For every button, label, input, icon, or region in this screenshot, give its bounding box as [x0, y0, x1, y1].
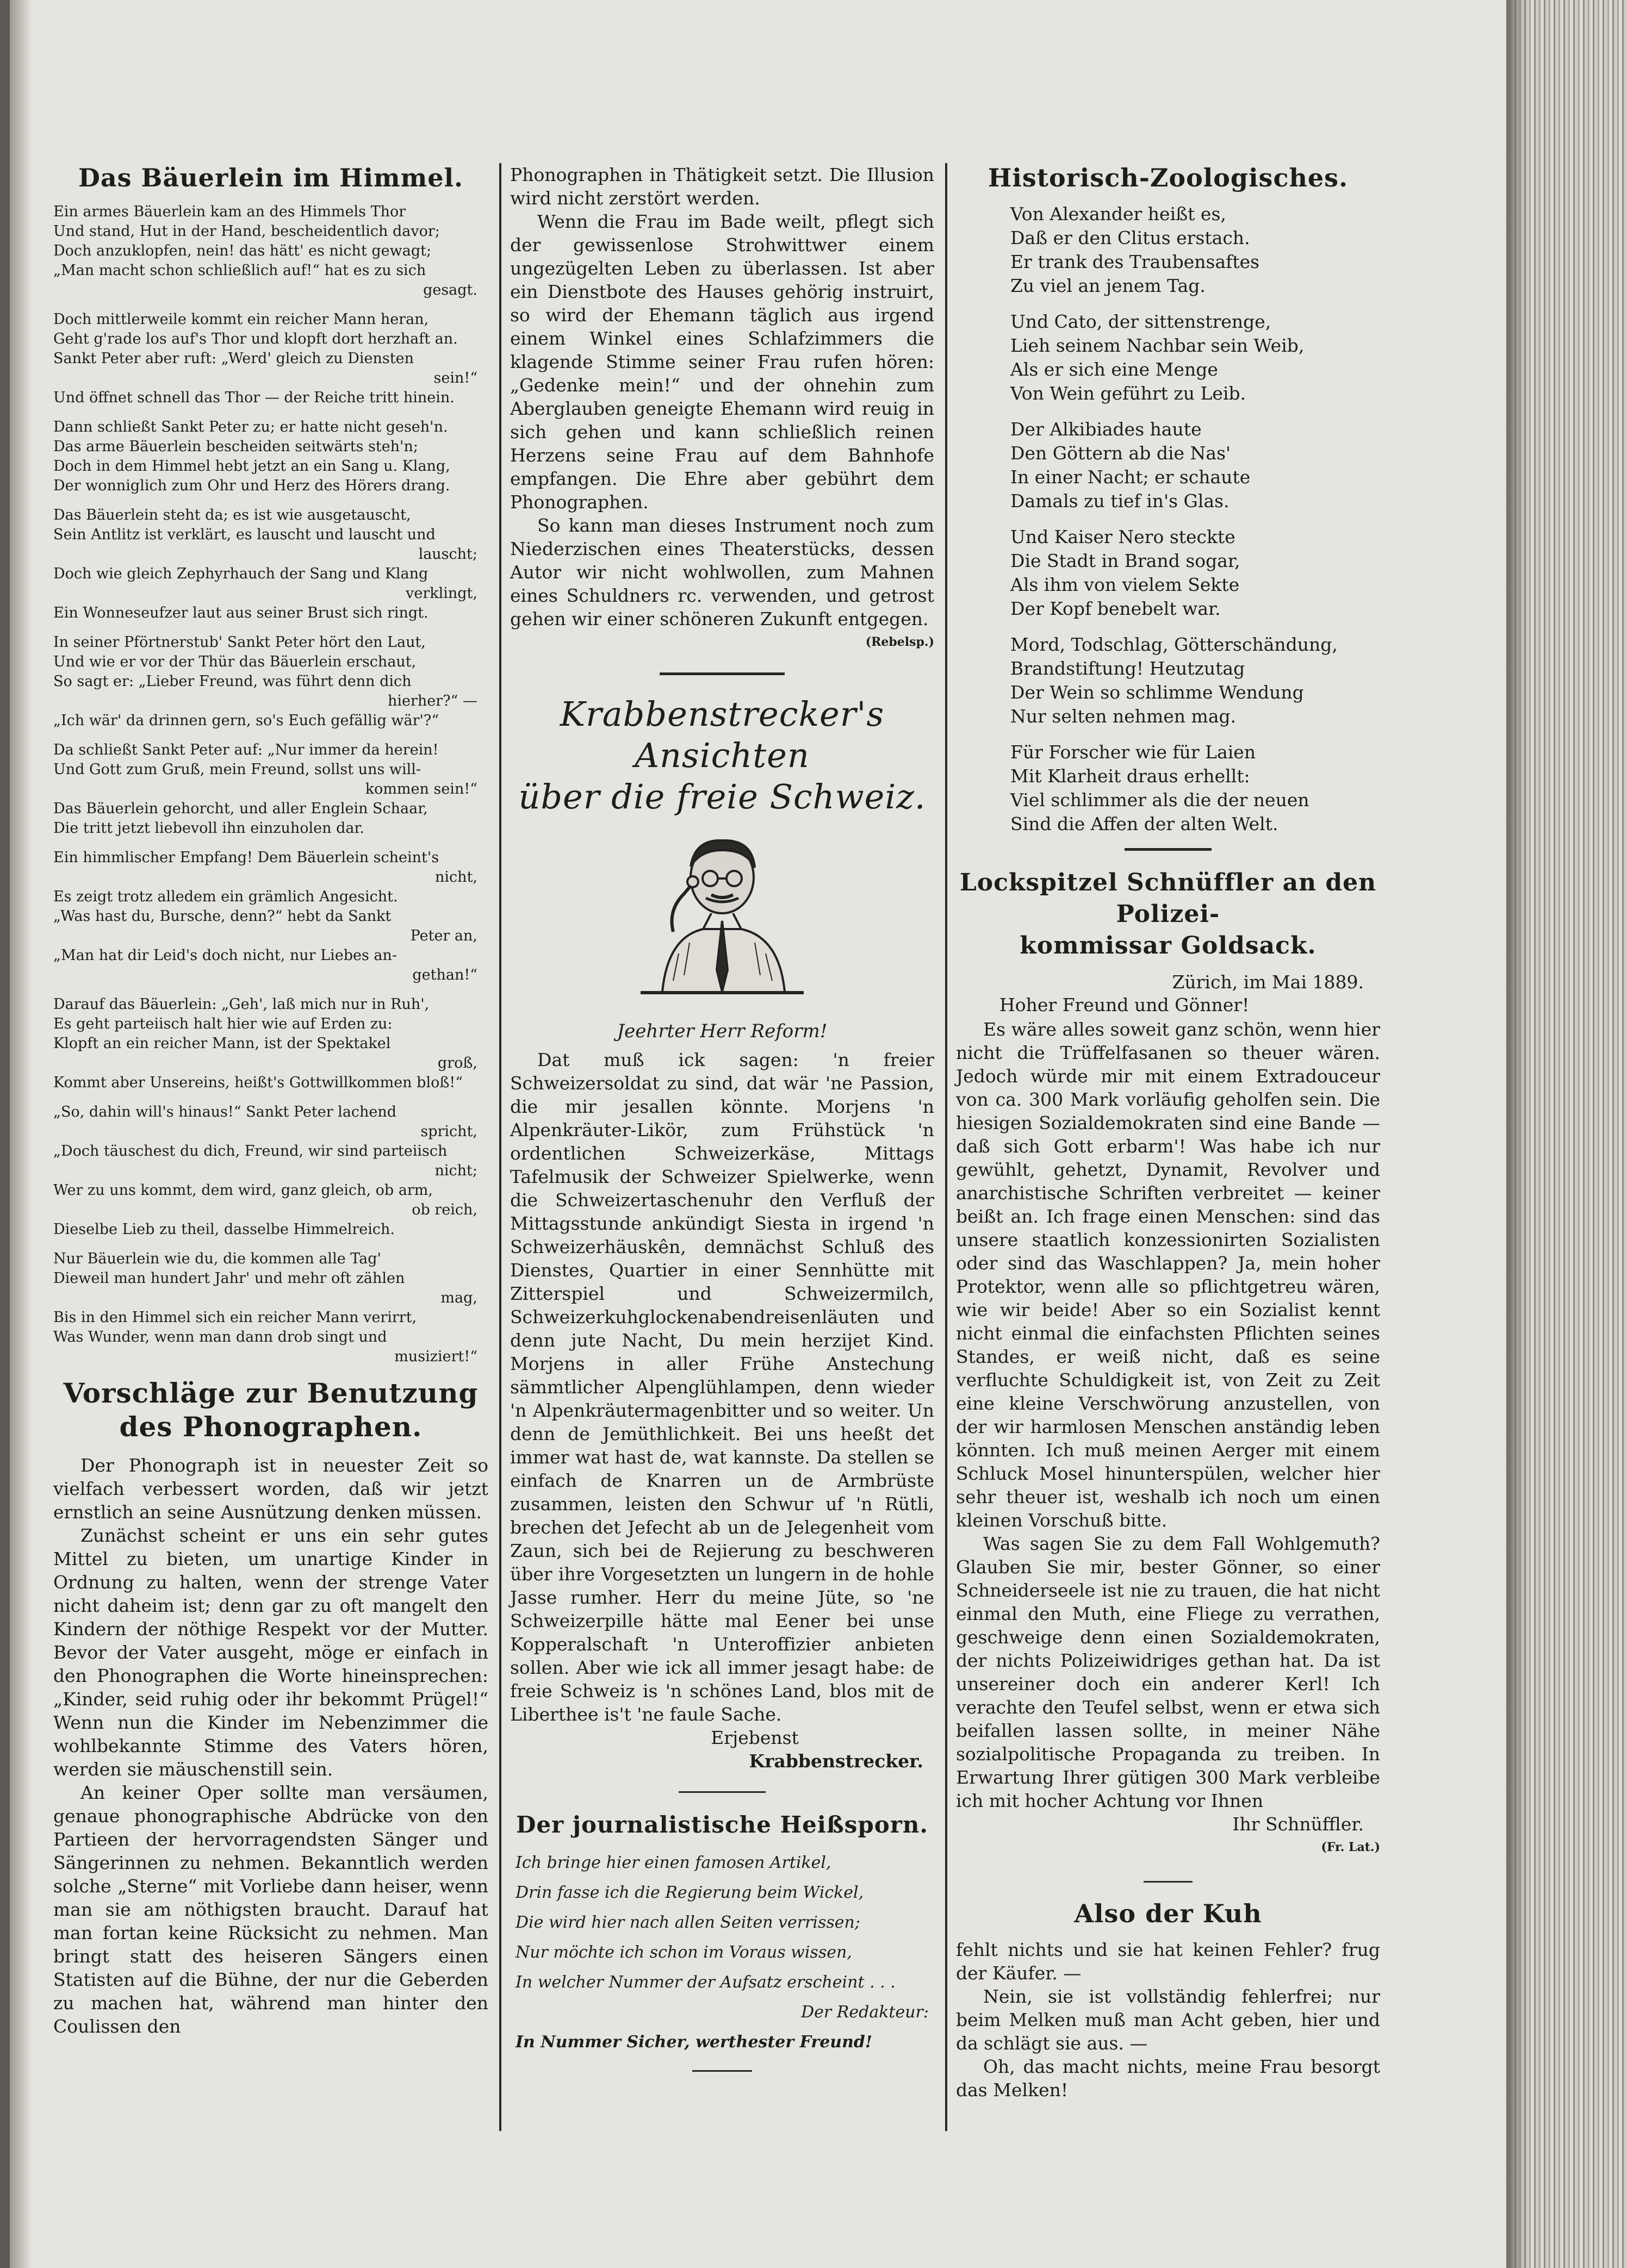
poem-historisch — [956, 202, 1380, 836]
poem-line: „Ich wär' da drinnen gern, so's Euch gefällig wär'?“ — [53, 712, 439, 729]
poem-line: musiziert!“ — [394, 1348, 477, 1365]
poem-line: verklingt, — [406, 585, 477, 602]
paragraph: So kann man dieses Instrument noch zum Niederzischen eines Theaterstücks, dessen Autor wir nicht wohlwollen, zum Mahnen eines Schuldners rc. verwenden, und getrost gehen wir einer schöneren Zukunft entgegen. — [510, 515, 934, 630]
stanza — [53, 310, 488, 408]
poem-line: Was Wunder, wenn man dann drob singt und — [53, 1329, 387, 1345]
paragraph: Es wäre alles soweit ganz schön, wenn hier nicht die Trüffelfasanen so theuer wären. Jedoch würde mir mit einem Extradouceur von ca. 300 Mark vorläufig geholfen sein. Die hiesigen Sozialdemokraten sind eine Bande — daß sich Gott erbarm'! Was habe ich nur gewühlt, gehetzt, Dynamit, Revolver und anarchistische Schriften verbreitet — keiner beißt an. Ich frage einen Menschen: sind das unsere staatlich konzessionirten Sozialisten oder sind das Waschlappen? Ja, mein hoher Protektor, wenn alle so pflichtgetreu wären, wie wir beide! Aber so ein Sozialist kennt nicht einmal die einfachsten Pflichten seines Standes, er weiß nicht, daß es seine verfluchte Schuldigkeit ist, von Zeit zu Zeit eine kleine Verschwörung anzustellen, von der wir harmlosen Menschen anständig leben könnten. Ich muß meinen Aerger mit einem Schluck Mosel hinunterspülen, welcher hier sehr theuer ist, weshalb ich noch um einen kleinen Vorschuß bitte. — [956, 1019, 1380, 1531]
section-divider — [679, 1791, 766, 1793]
poem-line: spricht, — [420, 1123, 477, 1140]
poem-line: nicht; — [434, 1162, 477, 1179]
poem-line: Doch mittlerweile kommt ein reicher Mann heran, — [53, 311, 429, 328]
poem-line: sein!“ — [433, 370, 477, 387]
article-title — [510, 694, 934, 818]
poem-line: Da schließt Sankt Peter auf: „Nur immer da herein! — [53, 742, 439, 758]
article-title-line1: Krabbenstrecker's Ansichten — [560, 694, 885, 775]
poem-line: Ein himmlischer Empfang! Dem Bäuerlein scheint's — [53, 849, 439, 866]
poem-line: Brandstiftung! Heutzutag — [1010, 658, 1245, 679]
poem-bauerlein — [53, 202, 488, 1367]
poem-line: Sein Antlitz ist verklärt, es lauscht und lauscht und — [53, 526, 436, 543]
poem-line: Wer zu uns kommt, dem wird, ganz gleich, ob arm, — [53, 1182, 433, 1199]
paragraph: Oh, das macht nichts, meine Frau besorgt das Melken! — [956, 2056, 1380, 2101]
stanza — [1010, 418, 1380, 513]
paragraph: fehlt nichts und sie hat keinen Fehler? frug der Käufer. — — [956, 1939, 1380, 1984]
stanza — [1010, 633, 1380, 728]
poem-line: Das Bäuerlein steht da; es ist wie ausgetauscht, — [53, 507, 411, 524]
poem-line: Ein Wonneseufzer laut aus seiner Brust sich ringt. — [53, 605, 429, 621]
poem-line: Und Cato, der sittenstrenge, — [1010, 311, 1271, 332]
poem-line: Die tritt jetzt liebevoll ihn einzuholen dar. — [53, 820, 364, 837]
paragraph: Der Phonograph ist in neuester Zeit so vielfach verbessert worden, daß wir jetzt ernstlich an seine Ausnützung denken müssen. — [53, 1455, 488, 1523]
closing: Erjebenst — [711, 1727, 799, 1748]
article-phonograph-continued — [510, 163, 934, 654]
poem-line: Der wonniglich zum Ohr und Herz des Hörers drang. — [53, 477, 450, 494]
poem-line: Darauf das Bäuerlein: „Geh', laß mich nur in Ruh', — [53, 996, 430, 1013]
stanza — [53, 506, 488, 623]
poem-title: Historisch-Zoologisches. — [988, 163, 1349, 192]
article-title-line1: Vorschläge zur Benutzung — [63, 1377, 479, 1409]
article-krabbenstrecker — [510, 1048, 934, 1773]
poem-line: Und Gott zum Gruß, mein Freund, sollst uns will- — [53, 761, 421, 778]
poem-line: Er trank des Traubensaftes — [1010, 251, 1260, 272]
poem-line: Zu viel an jenem Tag. — [1010, 275, 1206, 296]
poem-line: In welcher Nummer der Aufsatz erscheint . . . — [516, 1973, 896, 1992]
poem-line: Ich bringe hier einen famosen Artikel, — [516, 1853, 831, 1872]
paragraph: Was sagen Sie zu dem Fall Wohlgemuth? Glauben Sie mir, bester Gönner, so einer Schneiderseele ist nie zu trauen, die hat nicht einmal den Muth, eine Fliege zu verrathen, geschweige denn einen Sozialdemokraten, der nichts Polizeiwidriges gethan hat. Da ist unsereiner doch ein anderer Kerl! Ich verachte den Teufel selbst, wenn er etwa sich beifallen lassen sollte, in meiner Nähe sozialpolitische Propaganda zu treiben. In Erwartung Ihrer gütigen 300 Mark verbleibe ich mit hocher Achtung vor Ihnen — [956, 1533, 1380, 1811]
poem-line: Geht g'rade los auf's Thor und klopft dort herzhaft an. — [53, 331, 458, 347]
poem-line: Nur Bäuerlein wie du, die kommen alle Tag' — [53, 1250, 381, 1267]
column-rule-right — [945, 163, 947, 2131]
poem-line: Es geht parteiisch halt hier wie auf Erden zu: — [53, 1015, 393, 1032]
poem-line: Doch anzuklopfen, nein! das hätt' es nicht gewagt; — [53, 242, 432, 259]
letter-body — [956, 1018, 1380, 1859]
poem-line: Nur selten nehmen mag. — [1010, 706, 1237, 727]
stanza — [53, 418, 488, 496]
article-title-line2: des Phonographen. — [119, 1411, 423, 1443]
article-title-line2: kommissar Goldsack. — [1020, 932, 1316, 959]
poem-line: Drin fasse ich die Regierung beim Wickel, — [516, 1883, 864, 1902]
left-column — [53, 163, 488, 2038]
poem-line: „Was hast du, Bursche, denn?“ hebt da Sankt — [53, 908, 392, 925]
poem-line: Daß er den Clitus erstach. — [1010, 227, 1250, 248]
poem-line: Dieweil man hundert Jahr' und mehr oft zählen — [53, 1270, 405, 1287]
poem-line: Und stand, Hut in der Hand, bescheidentlich davor; — [53, 223, 440, 240]
poem-line: gesagt. — [423, 282, 477, 298]
poem-line: Als ihm von vielem Sekte — [1010, 574, 1240, 595]
poem-line: lauscht; — [418, 546, 477, 563]
signature: Krabbenstrecker. — [749, 1750, 923, 1772]
paragraph: Nein, sie ist vollständig fehlerfrei; nur beim Melken muß man Acht geben, hier und da schlägt sie aus. — — [956, 1986, 1380, 2054]
paragraph: Wenn die Frau im Bade weilt, pflegt sich der gewissenlose Strohwittwer einem ungezügelten Leben zu überlassen. Ist aber ein Dienstbote des Hauses gehörig instruirt, so wird der Ehemann täglich aus irgend einem Winkel eines Schlafzimmers die klagende Stimme seiner Frau rufen hören: „Gedenke mein!“ und der ohnehin zum Aberglauben geneigte Ehemann wird reuig in sich gehen und kann schließlich reinen Herzens seine Frau auf dem Bahnhofe empfangen. Die Ehre aber gebührt dem Phonographen. — [510, 211, 934, 513]
article-title — [53, 1376, 488, 1444]
newspaper-page — [10, 0, 1506, 2268]
poem-line: Peter an, — [410, 927, 477, 944]
poem-line: Sind die Affen der alten Welt. — [1010, 813, 1278, 834]
middle-column — [510, 163, 934, 2090]
section-divider — [1144, 1881, 1193, 1883]
poem-line: Bis in den Himmel sich ein reicher Mann verirrt, — [53, 1309, 417, 1326]
joke-title: Also der Kuh — [1074, 1899, 1262, 1928]
poem-line: Viel schlimmer als die der neuen — [1010, 789, 1309, 811]
book-edge-shadow — [1506, 0, 1528, 2268]
article-title-line2: über die freie Schweiz. — [518, 777, 926, 817]
source-note: (Rebelsp.) — [865, 635, 934, 649]
poem-line: Das arme Bäuerlein bescheiden seitwärts steh'n; — [53, 438, 418, 455]
paragraph: Zunächst scheint er uns ein sehr gutes Mittel zu bieten, um unartige Kinder in Ordnung zu halten, wenn der strenge Vater nicht daheim ist; denn gar zu oft mangelt den Kindern der nöthige Respekt vor der Mutter. Bevor der Vater ausgeht, möge er einfach in den Phonographen die Worte hineinsprechen: „Kinder, seid ruhig oder ihr bekommt Prügel!“ Wenn nun die Kinder im Nebenzimmer die wohlbekannte Stimme des Vaters hören, werden sie mäuschenstill sein. — [53, 1525, 488, 1780]
poem-line: Die wird hier nach allen Seiten verrissen; — [516, 1913, 860, 1932]
poem-line: Der Kopf benebelt war. — [1010, 598, 1221, 619]
poem-title: Das Bäuerlein im Himmel. — [78, 163, 464, 192]
article-title — [956, 867, 1380, 962]
poem-line: nicht, — [435, 869, 477, 886]
poem-line: ob reich, — [412, 1201, 477, 1218]
salutation: Jeehrter Herr Reform! — [617, 1020, 828, 1042]
poem-line-speaker: Der Redakteur: — [801, 2003, 929, 2022]
poem-title: Der journalistische Heißsporn. — [516, 1811, 929, 1838]
poem-line: groß, — [437, 1055, 477, 1071]
paragraph: An keiner Oper sollte man versäumen, genaue phonographische Abdrücke von den Partieen der hervorragendsten Sänger und Sängerinnen zu nehmen. Bekanntlich werden solche „Sterne“ mit Vorliebe dann heiser, wenn man sie am nöthigsten braucht. Darauf hat man fortan keine Rücksicht zu nehmen. Man bringt statt des heiseren Sängers einen Statisten auf die Bühne, der nur die Geberden zu machen hat, während man hinter den Coulissen den — [53, 1782, 488, 2037]
poem-line: In einer Nacht; er schaute — [1010, 466, 1251, 488]
joke-body — [956, 1938, 1380, 2102]
poem-line: „So, dahin will's hinaus!“ Sankt Peter lachend — [53, 1104, 397, 1120]
paragraph: Dat muß ick sagen: 'n freier Schweizersoldat zu sind, dat wär 'ne Passion, die mir jesallen könnte. Morjens 'n Alpenkräuter-Likör, zum Frühstück 'n ordentlichen Schweizerkäse, Mittags Tafelmusik der Schweizer Spielwerke, wenn die Schweizertaschenuhr den Verfluß der Mittagsstunde ankündigt Siesta in irgend 'n Schweizerhäuskên, demnächst Schluß des Dienstes, Quartier in einer Sennhütte mit Zitterspiel und Schweizermilch, Schweizerkuhglockenabendreisenläuten und denn jute Nacht, Du mein herzijet Kind. Morjens in aller Frühe Anstechung sämmtlicher Alpenglühlampen, denn wieder 'n Alpenkräutermagenbitter und so weiter. Un denn de Jemüthlichkeit. Bei uns heeßt det immer wat hast de, wat kannste. Da stellen se einfach de Knarren un de Armbrüste zusammen, leisten den Schwur uf 'n Rütli, brechen det Jefecht ab un de Jelegenheit vom Zaun, sich bei de Rejierung zu beschweren über ihre Vorgesetzten un lungern in de hohle Jasse rumher. Herr du meine Jüte, so 'ne Schweizerpille hätte mal Eener bei unse Kopperalschaft 'n Unteroffizier anbieten sollen. Aber wie ick all immer jesagt habe: de freie Schweiz is 'n schönes Land, blos mit de Liberthee is't 'ne faule Sache. — [510, 1049, 934, 1725]
poem-line: Nur möchte ich schon im Voraus wissen, — [516, 1943, 852, 1962]
poem-line: Und wie er vor der Thür das Bäuerlein erschaut, — [53, 653, 417, 670]
poem-line: Von Alexander heißt es, — [1010, 203, 1226, 225]
stanza — [1010, 740, 1380, 836]
stanza — [53, 740, 488, 838]
poem-line: Und Kaiser Nero steckte — [1010, 526, 1235, 547]
poem-line: „Man macht schon schließlich auf!“ hat es zu sich — [53, 262, 426, 279]
stanza — [53, 202, 488, 300]
poem-line: Der Alkibiades haute — [1010, 419, 1202, 440]
article-title-line1: Lockspitzel Schnüffler an den Polizei- — [959, 869, 1377, 928]
poem-line: Für Forscher wie für Laien — [1010, 742, 1256, 763]
stanza — [53, 633, 488, 731]
poem-line: Ein armes Bäuerlein kam an des Himmels Thor — [53, 203, 406, 220]
article-phonograph — [53, 1454, 488, 2038]
poem-line: Klopft an ein reicher Mann, ist der Spektakel — [53, 1035, 391, 1052]
poem-line: Doch wie gleich Zephyrhauch der Sang und Klang — [53, 565, 429, 582]
poem-line: Die Stadt in Brand sogar, — [1010, 550, 1240, 571]
section-divider — [1125, 848, 1212, 851]
place-date: Zürich, im Mai 1889. — [1172, 971, 1364, 993]
section-divider — [692, 2070, 752, 2072]
poem-line: „Man hat dir Leid's doch nicht, nur Liebes an- — [53, 947, 398, 964]
poem-line: Und öffnet schnell das Thor — der Reiche tritt hinein. — [53, 389, 455, 406]
poem-line: In Nummer Sicher, werthester Freund! — [516, 2033, 873, 2052]
poem-line: Doch in dem Himmel hebt jetzt an ein Sang u. Klang, — [53, 458, 450, 475]
greeting: Hoher Freund und Gönner! — [999, 994, 1250, 1015]
poem-line: Als er sich eine Menge — [1010, 359, 1218, 380]
signature: Ihr Schnüffler. — [1232, 1814, 1364, 1835]
column-rule-left — [499, 163, 501, 2131]
section-divider — [660, 672, 785, 675]
poem-heisssporn — [510, 1848, 934, 2057]
poem-line: So sagt er: „Lieber Freund, was führt denn dich — [53, 673, 412, 690]
source-note: (Fr. Lat.) — [1321, 1840, 1380, 1854]
stanza — [53, 848, 488, 985]
poem-line: Mit Klarheit draus erhellt: — [1010, 765, 1250, 787]
poem-line: Der Wein so schlimme Wendung — [1010, 682, 1304, 703]
poem-line: „Doch täuschest du dich, Freund, wir sind parteiisch — [53, 1143, 448, 1160]
poem-line: Damals zu tief in's Glas. — [1010, 490, 1229, 512]
paragraph: Phonographen in Thätigkeit setzt. Die Illusion wird nicht zerstört werden. — [510, 164, 934, 209]
poem-line: Den Göttern ab die Nas' — [1010, 443, 1231, 464]
poem-line: Mord, Todschlag, Götterschändung, — [1010, 634, 1338, 655]
gutter-shadow — [10, 0, 32, 2268]
poem-line: kommen sein!“ — [365, 781, 477, 797]
poem-line: Von Wein geführt zu Leib. — [1010, 383, 1246, 404]
poem-line: mag, — [440, 1289, 477, 1306]
poem-line: Kommt aber Unsereins, heißt's Gottwillkommen bloß!“ — [53, 1074, 463, 1091]
stanza — [53, 995, 488, 1093]
poem-line: Dann schließt Sankt Peter zu; er hatte nicht geseh'n. — [53, 419, 448, 435]
poem-line: gethan!“ — [412, 967, 477, 983]
stanza — [1010, 202, 1380, 298]
poem-line: Das Bäuerlein gehorcht, und aller Englein Schaar, — [53, 800, 428, 817]
stanza — [1010, 525, 1380, 621]
poem-line: In seiner Pförtnerstub' Sankt Peter hört den Laut, — [53, 634, 426, 651]
poem-line: Dieselbe Lieb zu theil, dasselbe Himmelreich. — [53, 1221, 395, 1238]
stanza — [1010, 310, 1380, 406]
stanza — [53, 1102, 488, 1239]
poem-line: Sankt Peter aber ruft: „Werd' gleich zu Diensten — [53, 350, 414, 367]
right-column — [956, 163, 1380, 2102]
stanza — [53, 1249, 488, 1367]
poem-line: Es zeigt trotz alledem ein grämlich Angesicht. — [53, 888, 398, 905]
caricature-illustration — [630, 834, 815, 997]
poem-line: Lieh seinem Nachbar sein Weib, — [1010, 335, 1305, 356]
poem-line: hierher?“ — — [387, 693, 477, 709]
